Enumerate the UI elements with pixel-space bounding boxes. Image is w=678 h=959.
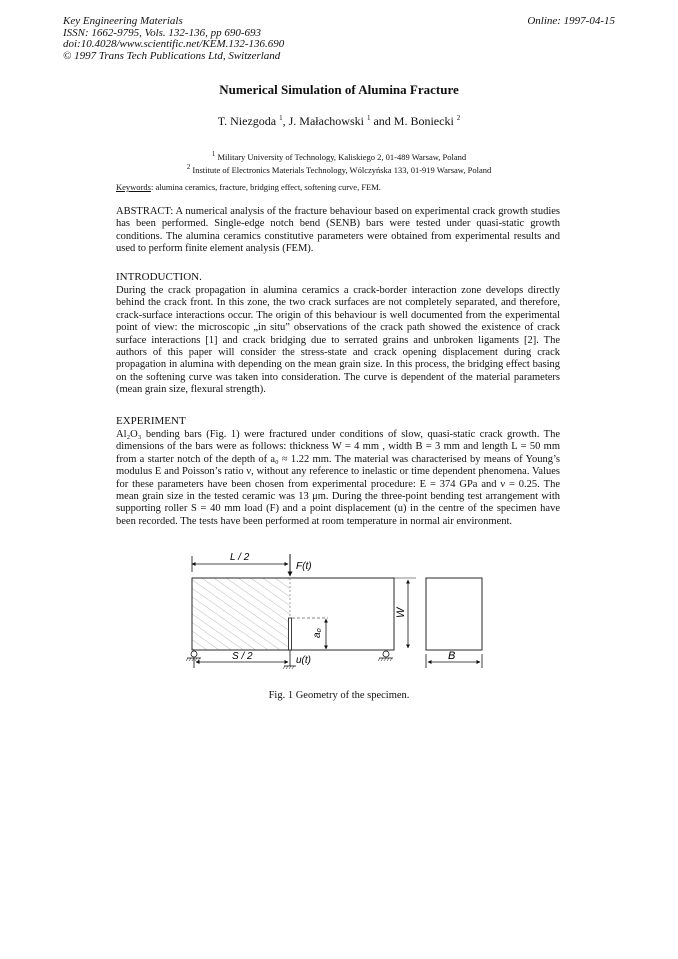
- experiment-paragraph: Al₂O₃ bending bars (Fig. 1) were fractured under conditions of slow, quasi-static crack growth. The dimensions of the bars were as follows: thickness W = 4 mm , width B = 3 mm and length L = 50 mm from a starter notch of the depth of a₀ ≈ 1.22 mm. The material was characterised by means of Young’s modulus E and Poisson’s ratio ν, without any reference to inelastic or time dependent phenomena. Values for these parameters have been chosen from experimental procedure: E = 374 GPa and ν = 0.25. The mean grain size in the tested ceramic was 13 μm. During the three-point bending test arrangement with supporting roller S = 40 mm load (F) and a point displacement (u) in the centre of the specimen have been recorded. The tests have been performed at room temperature in normal air environment.: [116, 429, 560, 527]
- affiliations: [0, 149, 678, 175]
- starter-notch: [289, 618, 292, 650]
- thickness-label: W: [395, 607, 407, 618]
- cross-section: [426, 578, 482, 650]
- displacement-gauge: [283, 650, 296, 669]
- author-3-sup: 2: [456, 114, 461, 122]
- author-3: M. Boniecki: [393, 114, 454, 128]
- figure-caption: Fig. 1 Geometry of the specimen.: [268, 690, 410, 701]
- abstract-paragraph: ABSTRACT: A numerical analysis of the fracture behaviour based on experimental crack growth studies has been performed. Single-edge notch bend (SENB) bars were tested under quasi-static growth conditions. The alumina ceramics constitutive parameters were obtained from experimental results and used to perform finite element analysis (FEM).: [116, 206, 560, 255]
- affiliation-2: [0, 162, 678, 175]
- aff2-sup: 2: [186, 162, 191, 171]
- keywords: [116, 182, 381, 192]
- aff2-text: Institute of Electronics Materials Technology, Wólczyńska 133, 01-919 Warsaw, Poland: [192, 164, 492, 175]
- span-half-label: S / 2: [232, 651, 253, 662]
- author-1: T. Niezgoda: [217, 114, 277, 128]
- introduction-paragraph: During the crack propagation in alumina ceramics a crack-border interaction zone develops directly behind the crack front. In this zone, the two crack surfaces are not completely separated, and therefore, crack-surface interactions occur. The origin of this behaviour is well documented from the experimental point of view: the microscopic „in situ” observations of the crack path showed the existence of crack surface interactions [1] and crack bridging due to serrated grains and unbroken ligaments [2]. The authors of this paper will consider the stress-state and crack opening displacement during crack propagation in alumina with depending on the mean grain size. In this process, the bridging effect basing on the softening curve was taken into consideration. The curve is dependent of the material parameters (mean grain size, flexural strength).: [116, 285, 560, 396]
- specimen-geometry-figure: [180, 546, 500, 681]
- author-1-sup: 1: [279, 114, 283, 122]
- online-date: Online: 1997-04-15: [527, 15, 615, 27]
- author-line: [0, 114, 678, 129]
- author-2: J. Małachowski: [288, 114, 364, 128]
- width-label: B: [448, 650, 456, 662]
- copyright-line: © 1997 Trans Tech Publications Ltd, Switzerland: [63, 49, 281, 62]
- introduction-heading: INTRODUCTION.: [116, 271, 202, 283]
- keywords-label: Keywords: [116, 182, 151, 192]
- author-separator: ,: [282, 114, 286, 128]
- author-and: and: [373, 114, 391, 128]
- journal-header: [63, 16, 284, 62]
- experiment-heading: EXPERIMENT: [116, 415, 186, 427]
- notch-depth-label: a₀: [312, 628, 323, 638]
- paper-title: Numerical Simulation of Alumina Fracture: [219, 82, 459, 97]
- journal-name: Key Engineering Materials: [63, 15, 183, 27]
- aff1-sup: 1: [211, 150, 216, 158]
- author-2-sup: 1: [366, 114, 371, 122]
- right-support: [378, 651, 393, 661]
- hatched-half-specimen: [192, 578, 290, 650]
- displacement-label: u(t): [296, 655, 311, 666]
- affiliation-1: [0, 149, 678, 162]
- left-support: [186, 651, 201, 661]
- aff1-text: Military University of Technology, Kaliskiego 2, 01-489 Warsaw, Poland: [217, 151, 467, 162]
- keywords-text: : alumina ceramics, fracture, bridging effect, softening curve, FEM.: [150, 182, 381, 192]
- l-half-label: L / 2: [230, 552, 250, 563]
- doi-line: doi:10.4028/www.scientific.net/KEM.132-136.690: [63, 38, 285, 50]
- issn-line: ISSN: 1662-9795, Vols. 132-136, pp 690-693: [63, 26, 261, 39]
- load-label: F(t): [296, 561, 312, 572]
